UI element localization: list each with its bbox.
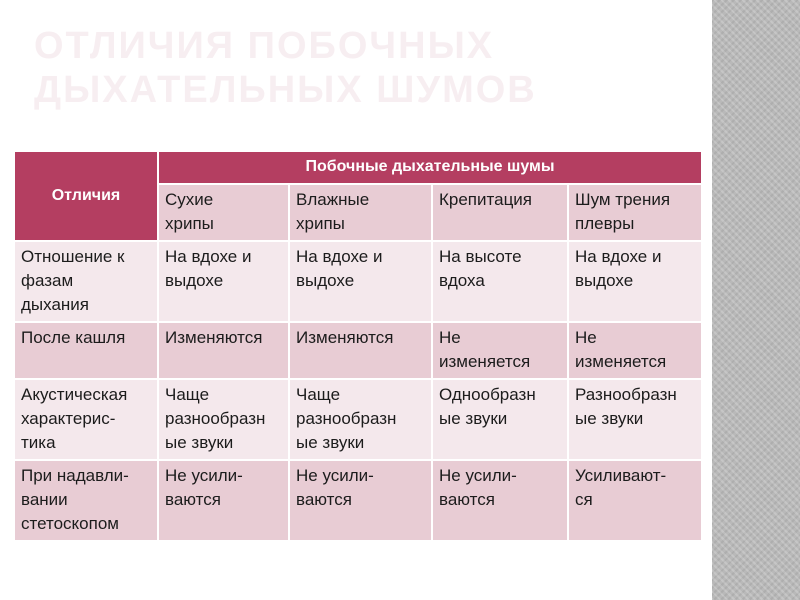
table-row [14, 241, 702, 322]
row-label-line: При надавли- [21, 466, 129, 485]
cell-line: разнообразн [296, 409, 397, 428]
table-cell [568, 379, 702, 460]
slide-title [34, 24, 674, 112]
slide-title-line-2: ДЫХАТЕЛЬНЫХ ШУМОВ [34, 69, 537, 111]
column-header-line: плевры [575, 214, 635, 233]
table-row [14, 322, 702, 379]
cell-line: изменяется [439, 352, 531, 371]
cell-line: Однообразн [439, 385, 536, 404]
table-cell [432, 379, 568, 460]
group-header: Побочные дыхательные шумы [158, 151, 702, 184]
row-label-line: фазам [21, 271, 74, 290]
cell-line: выдохе [575, 271, 634, 290]
cell-line: Изменяются [296, 328, 394, 347]
table-cell [432, 241, 568, 322]
table-cell [289, 241, 432, 322]
cell-line: выдохе [296, 271, 355, 290]
column-header-line: Шум трения [575, 190, 671, 209]
cell-line: Не усили- [296, 466, 374, 485]
table-cell [568, 322, 702, 379]
slide-title-line-1: ОТЛИЧИЯ ПОБОЧНЫХ [34, 25, 495, 67]
column-header-line: Сухие [165, 190, 214, 209]
column-header-crepitation [432, 184, 568, 241]
row-label [14, 460, 158, 541]
cell-line: выдохе [165, 271, 224, 290]
cell-line: ваются [165, 490, 221, 509]
cell-line: Разнообразн [575, 385, 677, 404]
cell-line: разнообразн [165, 409, 266, 428]
row-label [14, 241, 158, 322]
row-label-line: стетоскопом [21, 514, 119, 533]
table-cell [289, 379, 432, 460]
cell-line: ые звуки [439, 409, 508, 428]
row-label-line: После кашля [21, 328, 126, 347]
table-cell [568, 460, 702, 541]
cell-line: ся [575, 490, 593, 509]
table-cell [158, 379, 289, 460]
column-header-line: Крепитация [439, 190, 533, 209]
cell-line: ваются [296, 490, 352, 509]
table-cell [158, 241, 289, 322]
cell-line: Чаще [296, 385, 341, 404]
cell-line: На вдохе и [575, 247, 662, 266]
column-header-pleural-friction [568, 184, 702, 241]
table-cell [432, 460, 568, 541]
row-label-line: Акустическая [21, 385, 128, 404]
cell-line: ые звуки [165, 433, 234, 452]
cell-line: ваются [439, 490, 495, 509]
column-header-line: Влажные [296, 190, 370, 209]
table-cell [289, 460, 432, 541]
column-header-dry-rales [158, 184, 289, 241]
cell-line: На вдохе и [296, 247, 383, 266]
cell-line: ые звуки [575, 409, 644, 428]
corner-header: Отличия [14, 151, 158, 241]
row-label-line: дыхания [21, 295, 89, 314]
cell-line: На вдохе и [165, 247, 252, 266]
table-cell [432, 322, 568, 379]
comparison-table [13, 150, 703, 542]
decorative-side-band [712, 0, 800, 600]
column-header-moist-rales [289, 184, 432, 241]
row-label-line: вании [21, 490, 68, 509]
table-cell [568, 241, 702, 322]
table-header-row [14, 151, 702, 184]
cell-line: Изменяются [165, 328, 263, 347]
row-label-line: Отношение к [21, 247, 125, 266]
cell-line: вдоха [439, 271, 485, 290]
cell-line: Не [575, 328, 597, 347]
row-label-line: тика [21, 433, 56, 452]
row-label [14, 322, 158, 379]
table-cell [158, 322, 289, 379]
table-cell [158, 460, 289, 541]
row-label [14, 379, 158, 460]
row-label-line: характерис- [21, 409, 116, 428]
cell-line: Не усили- [165, 466, 243, 485]
table-cell [289, 322, 432, 379]
cell-line: Усиливают- [575, 466, 667, 485]
cell-line: На высоте [439, 247, 522, 266]
cell-line: Чаще [165, 385, 210, 404]
cell-line: Не усили- [439, 466, 517, 485]
cell-line: Не [439, 328, 461, 347]
table-row [14, 379, 702, 460]
column-header-line: хрипы [165, 214, 214, 233]
table-row [14, 460, 702, 541]
cell-line: ые звуки [296, 433, 365, 452]
column-header-line: хрипы [296, 214, 345, 233]
cell-line: изменяется [575, 352, 667, 371]
